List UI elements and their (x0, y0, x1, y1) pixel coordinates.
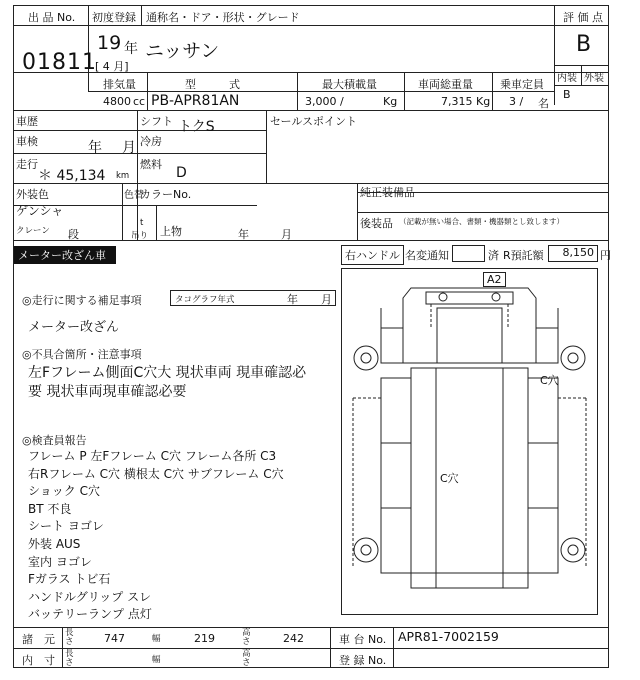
genuine-equipment-label: 純正装備品 (360, 186, 415, 199)
registration-year: 19 (97, 32, 122, 54)
mileage-value: ＊ 45,134 (38, 168, 106, 184)
length-label: 長さ (65, 628, 74, 647)
report-line: Fガラス トビ石 (28, 572, 111, 587)
cab-outline (403, 288, 536, 363)
capacity-value: 3 / (509, 95, 524, 108)
report-line: シート ヨゴレ (28, 519, 104, 534)
crane-label: クレーン (16, 226, 50, 236)
registration-number-label: 登 録 No. (339, 654, 387, 667)
crane-ton-unit: t (140, 218, 144, 228)
inspection-label: 車検 (16, 135, 38, 148)
tachograph-month-unit: 月 (321, 293, 332, 306)
width-value: 219 (194, 632, 215, 645)
height-label: 高さ (242, 628, 251, 647)
driving-note: メーター改ざん (28, 320, 120, 335)
overall-grade: B (576, 32, 592, 57)
inspection-year-unit: 年 (88, 140, 102, 156)
max-load-unit: Kg (383, 95, 398, 108)
lot-number-label: 出 品 No. (28, 11, 76, 24)
exterior-grade-label: 外装 (584, 73, 604, 84)
truck-outline-diagram (341, 268, 598, 615)
mark-center-label: C穴 (440, 472, 459, 485)
report-line: 室内 ヨゴレ (28, 554, 92, 569)
rear-wheel-right (561, 538, 585, 562)
mark-right-label: C穴 (540, 374, 559, 387)
report-line: BT 不良 (28, 501, 72, 516)
model-code-label: 型 式 (185, 78, 240, 91)
color-code-label: カラーNo. (140, 188, 192, 201)
report-line: 右Rフレーム C穴 横根太 C穴 サブフレーム C穴 (28, 466, 284, 481)
displacement-value: 4800 (103, 95, 131, 108)
inspection-month-unit: 月 (122, 140, 136, 156)
front-wheel-right (561, 346, 585, 370)
mirror-right (492, 293, 500, 301)
gross-weight-label: 車両総重量 (418, 78, 473, 91)
name-change-box (452, 245, 485, 262)
mileage-unit: km (116, 171, 130, 181)
front-wheel-left (354, 346, 378, 370)
report-line: ハンドルグリップ スレ (28, 589, 152, 604)
cargo-bed (411, 368, 528, 573)
name-change-label: 名変通知 (405, 249, 449, 262)
report-line: バッテリーランプ 点灯 (28, 607, 152, 622)
recycle-unit: 円 (600, 249, 611, 262)
recycle-value: 8,150 (548, 245, 598, 262)
sales-point-label: セールスポイント (270, 115, 358, 128)
rear-gate (411, 573, 528, 588)
rear-wheel-left (354, 538, 378, 562)
exterior-color-value: ゲンシャ (16, 204, 64, 218)
registration-year-unit: 年 (124, 41, 138, 57)
topper-month-unit: 月 (281, 228, 292, 241)
tachograph-year-unit: 年 (287, 293, 298, 306)
defect-line-2: 要 現状車両現車確認必要 (28, 384, 187, 400)
chassis-number-label: 車 台 No. (339, 633, 387, 646)
chassis-number: APR81-7002159 (398, 629, 499, 644)
front-wheel-left-hub (361, 353, 371, 363)
rear-wheel-right-hub (568, 545, 578, 555)
recycle-label: R預託額 (503, 249, 544, 262)
mirror-left (439, 293, 447, 301)
gross-weight-unit: Kg (476, 95, 491, 108)
recycle-prefix: 済 (488, 249, 499, 262)
max-load-value: 3,000 / (305, 95, 344, 108)
shift-value: トクS (178, 119, 215, 135)
capacity-label: 乗車定員 (500, 78, 544, 91)
report-line: フレーム P 左Fフレーム C穴 フレーム各所 C3 (28, 449, 277, 463)
inspector-report-list (28, 447, 338, 623)
vehicle-name-label: 通称名・ドア・形状・グレード (146, 11, 300, 24)
grade-label: 評 価 点 (563, 11, 603, 24)
crane-stage-unit: 段 (68, 228, 79, 241)
interior-grade-label: 内装 (557, 73, 577, 84)
first-registration-label: 初度登録 (92, 11, 136, 24)
mark-top-box: A2 (483, 272, 506, 287)
right-handle-box: 右ハンドル (341, 245, 404, 265)
displacement-label: 排気量 (103, 78, 136, 91)
ac-label: 冷房 (140, 135, 162, 148)
registration-month: [ 4 月] (95, 60, 129, 73)
capacity-unit: 名 (538, 97, 549, 110)
length-value: 747 (104, 632, 125, 645)
front-wheel-right-hub (568, 353, 578, 363)
height-value: 242 (283, 632, 304, 645)
interior-height-label: 高さ (242, 649, 251, 668)
defect-line-1: 左Fフレーム側面C穴大 現状車両 現車確認必 (28, 365, 307, 381)
model-name: ニッサン (145, 40, 220, 62)
history-label: 車歴 (16, 115, 38, 128)
specs-label: 諸 元 (22, 633, 55, 646)
lot-number: 01811 (22, 50, 97, 75)
shift-label: シフト (140, 115, 173, 128)
exterior-color-label: 外装色 (16, 188, 49, 201)
model-code: PB-APR81AN (151, 93, 240, 109)
max-load-label: 最大積載量 (322, 78, 377, 91)
fuel-label: 燃料 (140, 158, 162, 171)
tachograph-label: タコグラフ年式 (175, 295, 235, 305)
width-label: 幅 (152, 634, 161, 644)
driving-notes-title: ◎走行に関する補足事項 (22, 294, 142, 307)
cab-roof (437, 308, 502, 363)
color-change-label: 色替 (124, 190, 144, 201)
side-gate-left (381, 378, 411, 573)
mileage-label: 走行 (16, 158, 38, 171)
retrofit-label: 後装品 (360, 217, 393, 230)
meter-tampered-banner: メーター改ざん車 (14, 246, 116, 264)
crane-hook-label: 吊り (131, 231, 149, 241)
interior-length-label: 長さ (65, 649, 74, 668)
gross-weight-value: 7,315 (441, 95, 473, 108)
fuel-value: D (176, 165, 187, 181)
rear-wheel-left-hub (361, 545, 371, 555)
inspector-report-title: ◎検査員報告 (22, 434, 87, 447)
interior-grade: B (563, 88, 571, 101)
displacement-unit: cc (133, 95, 146, 108)
interior-width-label: 幅 (152, 655, 161, 665)
retrofit-note: （記載が無い場合、書類・機器類とし致します） (399, 217, 564, 226)
topper-label: 上物 (160, 225, 182, 238)
defect-notes-title: ◎不具合箇所・注意事項 (22, 348, 142, 361)
report-line: 外装 AUS (28, 536, 81, 551)
topper-year-unit: 年 (238, 228, 249, 241)
side-gate-right (528, 378, 558, 573)
interior-size-label: 内 寸 (22, 654, 55, 667)
report-line: ショック C穴 (28, 484, 100, 499)
